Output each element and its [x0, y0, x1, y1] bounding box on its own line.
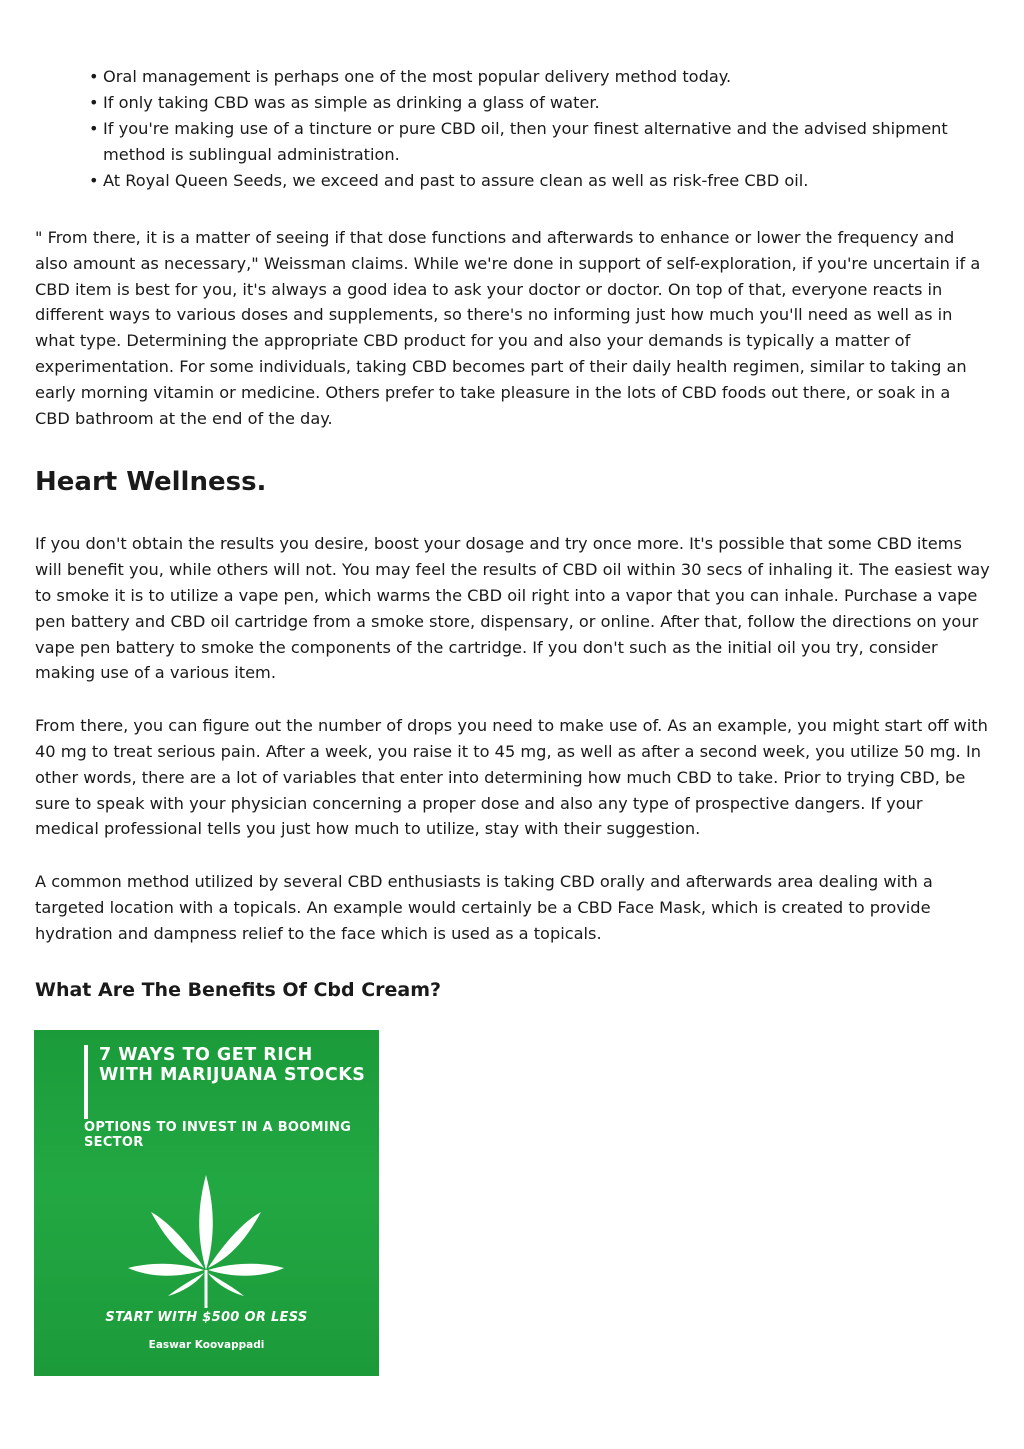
book-subtitle: OPTIONS TO INVEST IN A BOOMING SECTOR: [84, 1120, 352, 1150]
list-item: • At Royal Queen Seeds, we exceed and past to assure clean as well as risk-free CBD oil.: [89, 168, 990, 194]
paragraph-dosage: " From there, it is a matter of seeing if that dose functions and afterwards to enhance or lower the frequency and also amount as necessary," Weissman claims. While we're done in support of self-exploration, if you're uncertain if a CBD item is best for you, it's always a good idea to ask your doctor or doctor. On top of that, everyone reacts in different ways to various doses and supplements, so there's no informing just how much you'll need as well as in what type. Determining the appropriate CBD product for you and also your demands is typically a matter of experimentation. For some individuals, taking CBD becomes part of their daily health regimen, similar to taking an early morning vitamin or medicine. Others prefer to take pleasure in the lots of CBD foods out there, or soak in a CBD bathroom at the end of the day.: [35, 228, 981, 428]
heading-heart-wellness: Heart Wellness.: [35, 467, 267, 498]
paragraph-topicals: A common method utilized by several CBD enthusiasts is taking CBD orally and afterwards area dealing with a targeted location with a topicals. An example would certainly be a CBD Face Mask, which is created to provide hydration and dampness relief to the face which is used as a topicals.: [35, 872, 933, 943]
article-body: [35, 64, 990, 1003]
list-item: • Oral management is perhaps one of the most popular delivery method today.: [89, 64, 990, 90]
book-cover-image: [34, 1030, 379, 1376]
bullet-list: [35, 64, 990, 194]
paragraph-vape: If you don't obtain the results you desire, boost your dosage and try once more. It's possible that some CBD items will benefit you, while others will not. You may feel the results of CBD oil within 30 secs of inhaling it. The easiest way to smoke it is to utilize a vape pen, which warms the CBD oil right into a vapor that you can inhale. Purchase a vape pen battery and CBD oil cartridge from a smoke store, dispensary, or online. After that, follow the directions on your vape pen battery to smoke the components of the cartridge. If you don't such as the initial oil you try, consider making use of a various item.: [35, 534, 990, 683]
book-tagline: START WITH $500 OR LESS: [105, 1310, 308, 1325]
heading-benefits-cream: What Are The Benefits Of Cbd Cream?: [35, 978, 442, 1001]
cannabis-leaf-icon: [116, 1170, 296, 1310]
cover-accent-bar: [84, 1045, 88, 1119]
book-author: Easwar Koovappadi: [148, 1339, 265, 1351]
list-item: • If you're making use of a tincture or pure CBD oil, then your finest alternative and the advised shipment method is sublingual administration.: [89, 116, 990, 168]
book-title: 7 WAYS TO GET RICH WITH MARIJUANA STOCKS: [99, 1045, 366, 1085]
paragraph-drops: From there, you can figure out the number of drops you need to make use of. As an example, you might start off with 40 mg to treat serious pain. After a week, you raise it to 45 mg, as well as after a second week, you utilize 50 mg. In other words, there are a lot of variables that enter into determining how much CBD to take. Prior to trying CBD, be sure to speak with your physician concerning a proper dose and also any type of prospective dangers. If your medical professional tells you just how much to utilize, stay with their suggestion.: [35, 716, 988, 839]
list-item: • If only taking CBD was as simple as drinking a glass of water.: [89, 90, 990, 116]
